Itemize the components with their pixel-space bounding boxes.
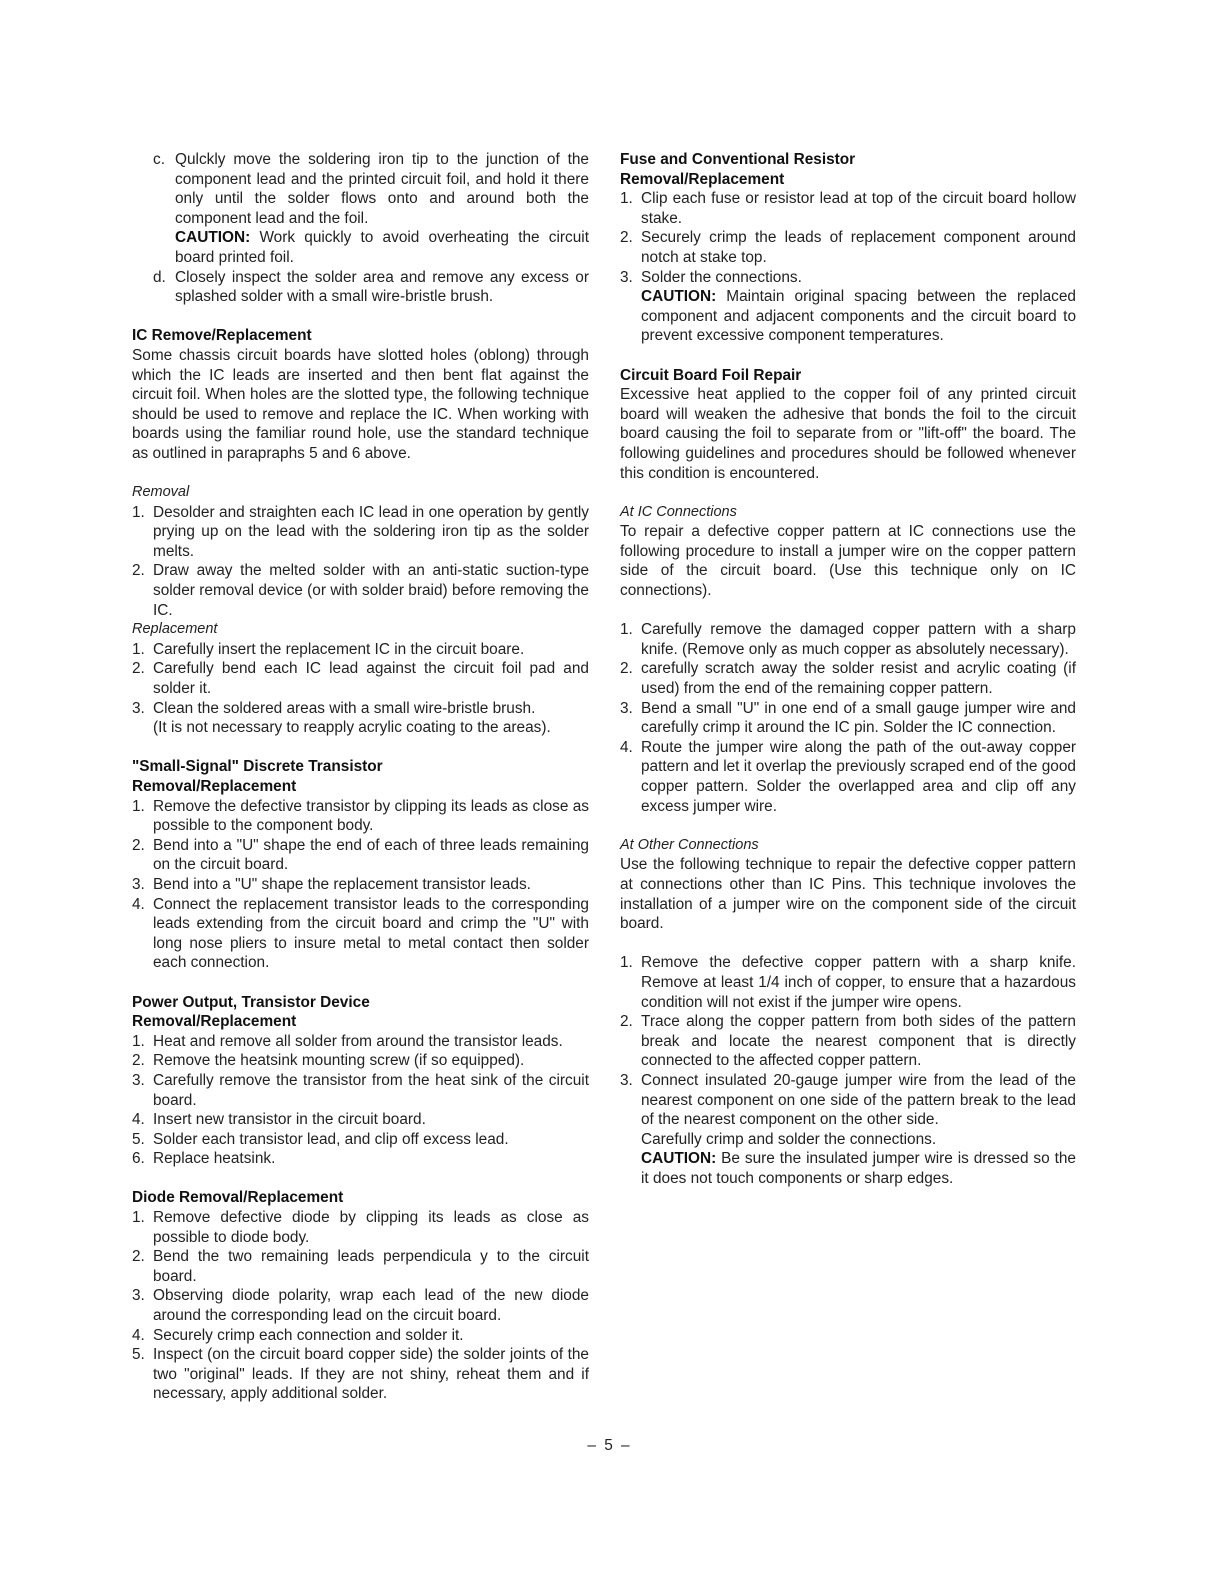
paragraph: Use the following technique to repair the defective copper pattern at connections other than IC Pins. This technique involoves the installation of a jumper wire on the component side of the circuit board. xyxy=(620,856,1076,933)
list-item: 1. Remove defective diode by clipping its leads as close as possible to diode body. xyxy=(132,1209,589,1246)
list-item: 5. Solder each transistor lead, and clip off excess lead. xyxy=(132,1130,509,1148)
list-item: 4. Connect the replacement transistor leads to the corresponding leads extending from the circuit board and crimp the "U" with long nose pliers to insure metal to metal contact then solder each connection. xyxy=(132,895,589,972)
list-item: 2. Securely crimp the leads of replacement component around notch at stake top. xyxy=(620,229,1076,266)
list-item: 5. Inspect (on the circuit board copper side) the solder joints of the two "original" leads. If they are not shiny, reheat them and if necessary, apply additional solder. xyxy=(132,1346,589,1403)
caution-note: CAUTION: Maintain original spacing between the replaced component and adjacent components and the circuit board to prevent excessive component temperatures. xyxy=(641,288,1076,345)
list-item: 1. Remove the defective transistor by clipping its leads as close as possible to the component body. xyxy=(132,797,589,835)
list-item: 1. Desolder and straighten each IC lead in one operation by gently prying up on the lead with the soldering iron tip as the solder melts. xyxy=(132,503,589,560)
section-heading: Fuse and Conventional Resistor xyxy=(620,151,856,168)
list-item: 2. Draw away the melted solder with an anti-static suction-type solder removal device (or with solder braid) before removing the IC. xyxy=(132,562,589,619)
section-heading: Diode Removal/Replacement xyxy=(132,1189,344,1207)
section-heading: Circuit Board Foil Repair xyxy=(620,366,802,384)
list-item: 6. Replace heatsink. xyxy=(132,1150,276,1168)
caution-note: CAUTION: Be sure the insulated jumper wire is dressed so the it does not touch components or sharp edges. xyxy=(641,1150,1076,1187)
list-item: 4. Route the jumper wire along the path of the out-away copper pattern and let it overlap the previously scraped end of the good copper pattern. Solder the overlapped area and clip off any excess jumper wire. xyxy=(620,738,1076,815)
list-item: c. Qulckly move the soldering iron tip to the junction of the component lead and the printed circuit foil, and hold it there only until the solder flows onto and around both the component lead and the foil. xyxy=(153,151,589,227)
list-item: 2. carefully scratch away the solder resist and acrylic coating (if used) from the end of the remaining copper pattern. xyxy=(620,660,1076,698)
section-heading: Removal/Replacement xyxy=(132,1013,297,1031)
list-item: 3. Observing diode polarity, wrap each lead of the new diode around the corresponding lead on the circuit board. xyxy=(132,1287,589,1325)
list-item: 2. Bend into a "U" shape the end of each of three leads remaining on the circuit board. xyxy=(132,836,589,874)
list-item: 1. Carefully insert the replacement IC in the circuit boare. xyxy=(132,640,525,658)
list-item: 1. Remove the defective copper pattern with a sharp knife. Remove at least 1/4 inch of copper, to ensure that a hazardous condition will not exist if the jumper wire opens. xyxy=(620,954,1076,1011)
list-item: 1. Carefully remove the damaged copper pattern with a sharp knife. (Remove only as much copper as absolutely necessary). xyxy=(620,621,1076,658)
section-heading: Removal/Replacement xyxy=(620,170,785,188)
list-item: 3. Clean the soldered areas with a small wire-bristle brush. xyxy=(132,699,536,717)
list-item: 2. Carefully bend each IC lead against the circuit foil pad and solder it. xyxy=(132,660,589,698)
list-item: 4. Insert new transistor in the circuit board. xyxy=(132,1111,426,1129)
right-column xyxy=(620,150,1076,1188)
section-heading: Removal/Replacement xyxy=(132,778,297,795)
subheading: At Other Connections xyxy=(620,836,759,853)
list-item: 3. Carefully remove the transistor from the heat sink of the circuit board. xyxy=(132,1071,589,1109)
paragraph: To repair a defective copper pattern at IC connections use the following procedure to install a jumper wire on the copper pattern side of the circuit board. (Use this technique only on IC connections). xyxy=(620,523,1076,600)
note: Carefully crimp and solder the connections. xyxy=(641,1130,937,1148)
list-item: 3. Bend into a "U" shape the replacement transistor leads. xyxy=(132,875,531,893)
caution-note: CAUTION: Work quickly to avoid overheating the circuit board printed foil. xyxy=(175,229,589,266)
section-heading: "Small-Signal" Discrete Transistor xyxy=(132,758,383,776)
section-heading: Power Output, Transistor Device xyxy=(132,993,370,1011)
subheading: Replacement xyxy=(132,621,218,638)
subheading: Removal xyxy=(132,484,190,501)
subheading: At IC Connections xyxy=(620,503,737,520)
list-item: 1. Heat and remove all solder from around the transistor leads. xyxy=(132,1032,563,1050)
list-item: 1. Clip each fuse or resistor lead at top of the circuit board hollow stake. xyxy=(620,190,1076,227)
list-item: 3. Bend a small "U" in one end of a small gauge jumper wire and carefully crimp it around the IC pin. Solder the IC connection. xyxy=(620,699,1076,737)
note: (It is not necessary to reapply acrylic coating to the areas). xyxy=(153,719,551,737)
section-heading: IC Remove/Replacement xyxy=(132,327,312,345)
paragraph: Excessive heat applied to the copper foil of any printed circuit board will weaken the adhesive that bonds the foil to the circuit board causing the foil to separate from or "lift-off" the board. The following guidelines and procedures should be followed whenever this condition is encountered. xyxy=(620,386,1076,482)
list-item: 2. Bend the two remaining leads perpendicula y to the circuit board. xyxy=(132,1248,589,1285)
list-item: 3. Solder the connections. xyxy=(620,268,802,286)
list-item: 4. Securely crimp each connection and solder it. xyxy=(132,1326,464,1344)
page-number: – 5 – xyxy=(587,1437,632,1454)
list-item: 2. Trace along the copper pattern from both sides of the pattern break and locate the nearest component that is directly connected to the affected copper pattern. xyxy=(620,1013,1076,1070)
paragraph: Some chassis circuit boards have slotted holes (oblong) through which the IC leads are inserted and then bent flat against the circuit foil. When holes are the slotted type, the following technique should be used to remove and replace the IC. When working with boards using the familiar round hole, use the standard technique as outlined in parapraphs 5 and 6 above. xyxy=(132,346,589,462)
left-column xyxy=(132,150,589,1404)
list-item: 3. Connect insulated 20-gauge jumper wire from the lead of the nearest component on one side of the pattern break to the lead of the nearest component on the other side. xyxy=(620,1071,1076,1129)
list-item: 2. Remove the heatsink mounting screw (if so equipped). xyxy=(132,1052,525,1070)
list-item: d. Closely inspect the solder area and remove any excess or splashed solder with a small wire-bristle brush. xyxy=(153,268,589,306)
